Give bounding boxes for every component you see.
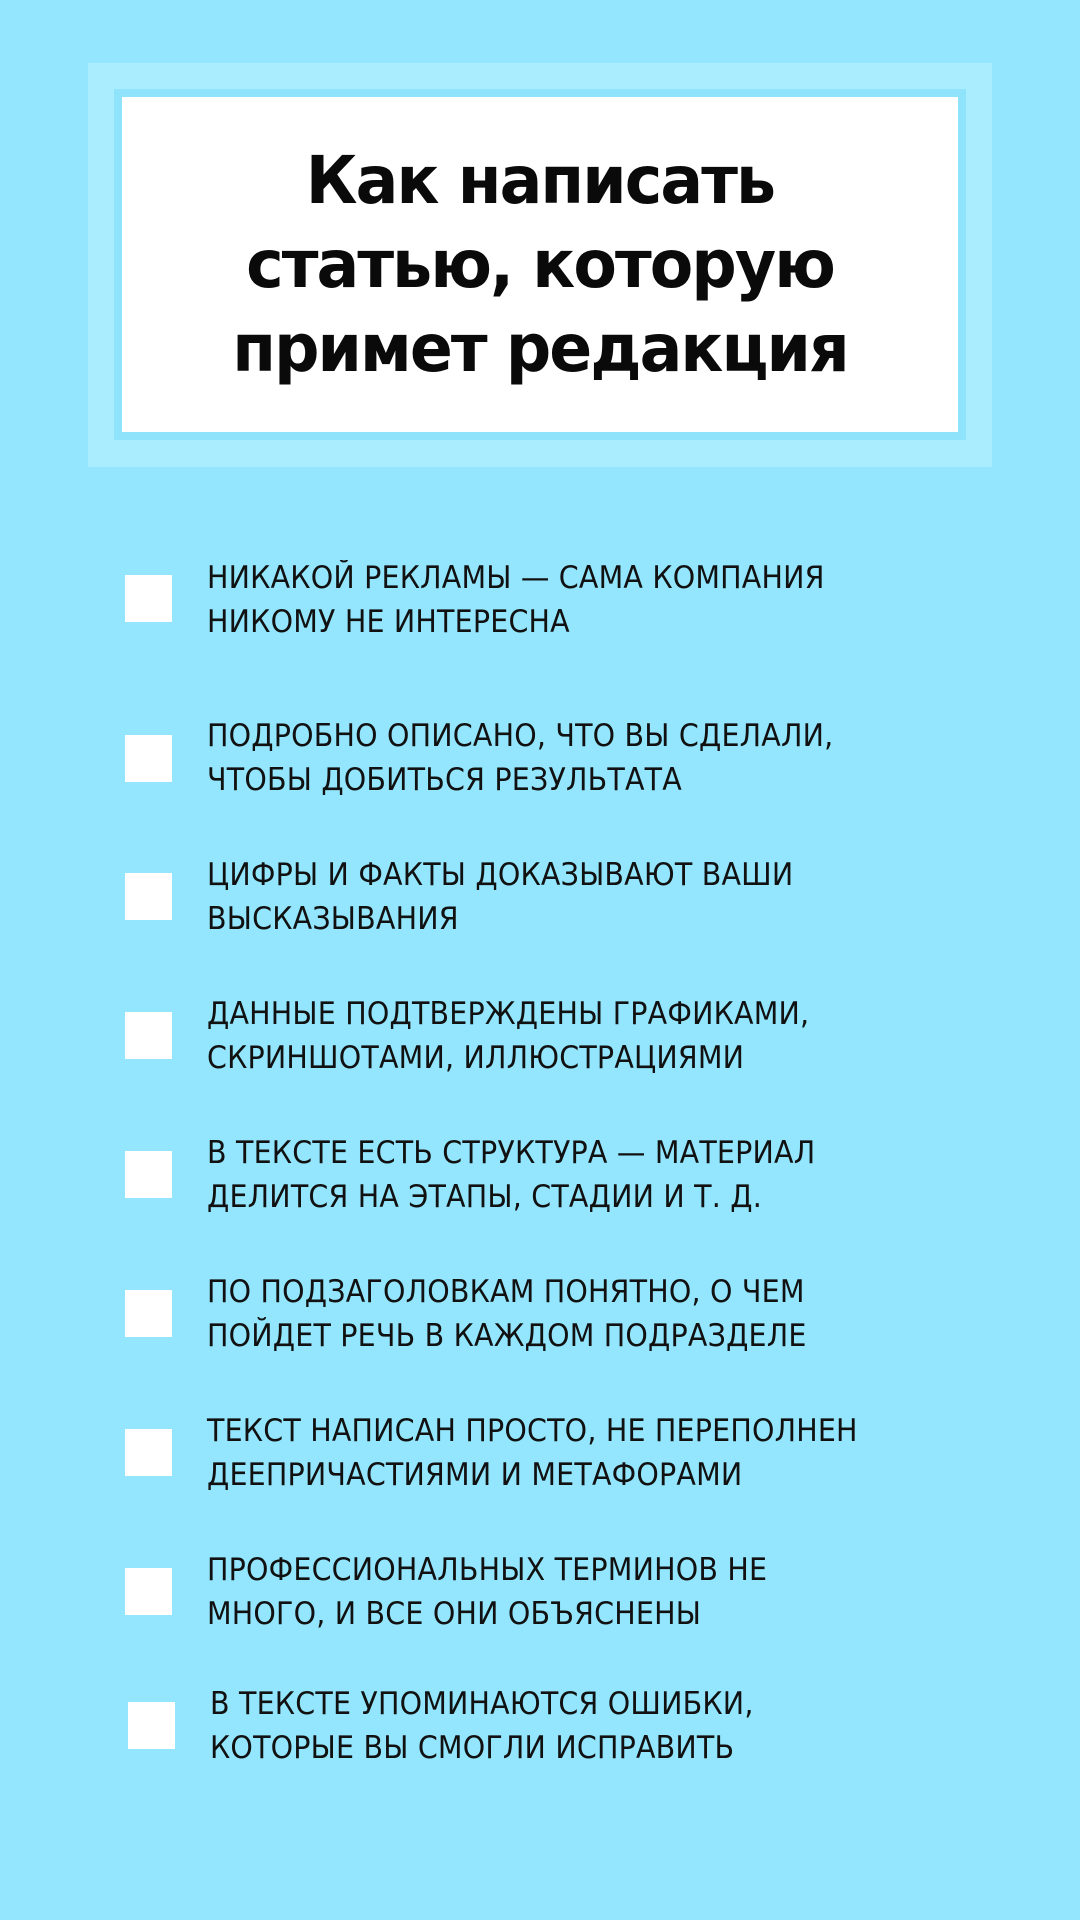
checklist-item-text: ПОДРОБНО ОПИСАНО, ЧТО ВЫ СДЕЛАЛИ, ЧТОБЫ ДОБИТЬСЯ РЕЗУЛЬТАТА: [207, 718, 834, 798]
checklist-item-text: ТЕКСТ НАПИСАН ПРОСТО, НЕ ПЕРЕПОЛНЕН ДЕЕПРИЧАСТИЯМИ И МЕТАФОРАМИ: [207, 1413, 858, 1493]
checkbox[interactable]: [125, 1429, 172, 1476]
checkbox[interactable]: [125, 575, 172, 622]
checkbox[interactable]: [125, 873, 172, 920]
checkbox[interactable]: [125, 1151, 172, 1198]
checklist-item-text: ПО ПОДЗАГОЛОВКАМ ПОНЯТНО, О ЧЕМ ПОЙДЕТ РЕЧЬ В КАЖДОМ ПОДРАЗДЕЛЕ: [207, 1274, 807, 1354]
checklist-item-text: НИКАКОЙ РЕКЛАМЫ — САМА КОМПАНИЯ НИКОМУ НЕ ИНТЕРЕСНА: [207, 560, 825, 640]
checklist-item-text: ПРОФЕССИОНАЛЬНЫХ ТЕРМИНОВ НЕ МНОГО, И ВСЕ ОНИ ОБЪЯСНЕНЫ: [207, 1552, 768, 1632]
checkbox[interactable]: [125, 735, 172, 782]
checkbox[interactable]: [128, 1702, 175, 1749]
checkbox[interactable]: [125, 1290, 172, 1337]
checklist-item-text: В ТЕКСТЕ ЕСТЬ СТРУКТУРА — МАТЕРИАЛ ДЕЛИТСЯ НА ЭТАПЫ, СТАДИИ И Т. Д.: [207, 1135, 816, 1215]
checkbox[interactable]: [125, 1012, 172, 1059]
checklist-item-text: В ТЕКСТЕ УПОМИНАЮТСЯ ОШИБКИ, КОТОРЫЕ ВЫ СМОГЛИ ИСПРАВИТЬ: [210, 1686, 754, 1766]
checklist-item-text: ДАННЫЕ ПОДТВЕРЖДЕНЫ ГРАФИКАМИ, СКРИНШОТАМИ, ИЛЛЮСТРАЦИЯМИ: [207, 996, 810, 1076]
checklist-item-text: ЦИФРЫ И ФАКТЫ ДОКАЗЫВАЮТ ВАШИ ВЫСКАЗЫВАНИЯ: [207, 857, 794, 937]
checkbox[interactable]: [125, 1568, 172, 1615]
page-title: Как написать статью, которую примет редакция: [232, 141, 848, 387]
